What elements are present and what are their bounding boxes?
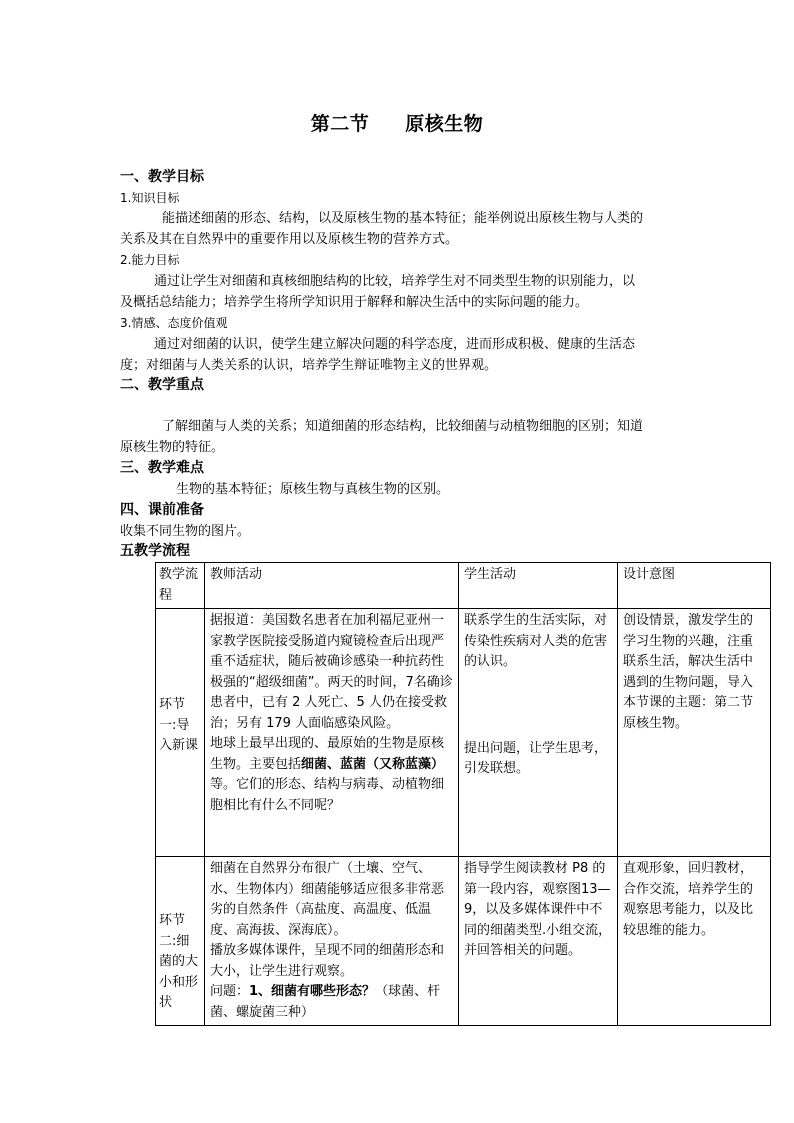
- row1-student-activity: [459, 609, 618, 857]
- key-points-line2: 原核生物的特征。: [120, 440, 225, 455]
- header-student-activity: 学生活动: [459, 563, 618, 609]
- row1-stage-text: 环节一:导入新课: [159, 697, 199, 753]
- row2-teacher-activity: [205, 857, 459, 1026]
- row1-teacher-p1: 据报道：美国数名患者在加利福尼亚州一家教学医院接受肠道内窥镜检查后出现严重不适症状，随后被确诊感染一种抗药性极强的“超级细菌”。两天的时间，7名确诊患者中，已有 2 人死亡、5 人仍在接受救治；另有 179 人面临感染风险。: [210, 613, 453, 731]
- header-stage: 教学流程: [156, 563, 205, 609]
- label-ability-goals: 2.能力目标: [120, 253, 180, 267]
- table-header-row: [156, 563, 771, 609]
- row1-teacher-p2-a: 地球上最早出现的、最原始的生物是原核生物。主要包括: [210, 736, 445, 772]
- row2-stage-text: 环节二:细菌的大小和形状: [159, 913, 199, 1010]
- ability-goals-line1: 通过让学生对细菌和真核细胞结构的比较，培养学生对不同类型生物的识别能力，以: [154, 274, 636, 289]
- ability-goals-line2: 及概括总结能力；培养学生将所学知识用于解释和解决生活中的实际问题的能力。: [120, 295, 589, 310]
- row1-design-intent: [618, 609, 771, 857]
- header-design-intent: 设计意图: [618, 563, 771, 609]
- table-row: [156, 609, 771, 857]
- title-section-number: 第二节: [310, 113, 370, 135]
- heading-preparation: 四、课前准备: [120, 502, 204, 518]
- row1-student-p1: 联系学生的生活实际，对传染性疾病对人类的危害的认识。: [464, 613, 608, 669]
- heading-teaching-flow: 五教学流程: [120, 543, 190, 559]
- teaching-flow-table: [155, 562, 771, 1026]
- row2-design-intent: [618, 857, 771, 1026]
- knowledge-goals-line2: 关系及其在自然界中的重要作用以及原核生物的营养方式。: [120, 232, 459, 247]
- label-attitude-goals: 3.情感、态度价值观: [120, 316, 228, 330]
- attitude-goals-line2: 度；对细菌与人类关系的认识，培养学生辩证唯物主义的世界观。: [120, 358, 498, 373]
- title-section-name: 原核生物: [405, 113, 484, 135]
- row1-design-text: 创设情景，激发学生的学习生物的兴趣，注重联系生活，解决生活中遇到的生物问题，导入本节课的主题：第二节 原核生物。: [623, 613, 754, 731]
- row2-teacher-p3-a: 问题：: [210, 984, 250, 999]
- header-teacher-activity: 教师活动: [205, 563, 459, 609]
- attitude-goals-line1: 通过对细菌的认识，使学生建立解决问题的科学态度，进而形成积极、健康的生活态: [154, 337, 636, 352]
- row2-teacher-p3: [210, 982, 453, 1023]
- row2-stage: [156, 857, 205, 1026]
- row2-design-text: 直观形象，回归教材，合作交流，培养学生的观察思考能力，以及比较思维的能力。: [623, 861, 754, 938]
- row1-stage: [156, 609, 205, 857]
- row1-teacher-activity: [205, 609, 459, 857]
- row2-student-activity: [459, 857, 618, 1026]
- difficulties-line1: 生物的基本特征；原核生物与真核生物的区别。: [176, 482, 450, 497]
- row2-teacher-p3-bold: 1、细菌有哪些形态？: [249, 984, 376, 999]
- row2-teacher-p1: 细菌在自然界分布很广（土壤、空气、水、生物体内）细菌能够适应很多非常恶劣的自然条件（高盐度、高温度、低温度、高海拔、深海底）。: [210, 861, 445, 938]
- row2-student-text: 指导学生阅读教材 P8 的第一段内容，观察图13—9，以及多媒体课件中不同的细菌类型.小组交流，并回答相关的问题。: [464, 861, 612, 958]
- heading-teaching-objectives: 一、教学目标: [120, 169, 204, 185]
- row1-teacher-p2: [210, 734, 453, 816]
- row1-student-p2: 提出问题，让学生思考，引发联想。: [464, 740, 608, 776]
- page-title: [0, 109, 794, 136]
- row1-teacher-p2-bold: 细菌、蓝菌（又称蓝藻）: [301, 756, 445, 772]
- heading-key-points: 二、教学重点: [120, 377, 204, 393]
- knowledge-goals-line1: 能描述细菌的形态、结构，以及原核生物的基本特征；能举例说出原核生物与人类的: [162, 211, 644, 226]
- heading-difficulties: 三、教学难点: [120, 460, 204, 476]
- row1-teacher-p2-b: 等。它们的形态、结构与病毒、动植物细胞相比有什么不同呢？: [210, 777, 445, 813]
- key-points-line1: 了解细菌与人类的关系；知道细菌的形态结构，比较细菌与动植物细胞的区别；知道: [162, 419, 644, 434]
- row2-teacher-p2: 播放多媒体课件，呈现不同的细菌形态和大小，让学生进行观察。: [210, 943, 445, 979]
- table-row: [156, 857, 771, 1026]
- row2-teacher-p3-b: （球菌、杆菌、螺旋菌三种）: [210, 984, 441, 1020]
- preparation-line1: 收集不同生物的图片。: [120, 524, 251, 539]
- label-knowledge-goals: 1.知识目标: [120, 191, 180, 205]
